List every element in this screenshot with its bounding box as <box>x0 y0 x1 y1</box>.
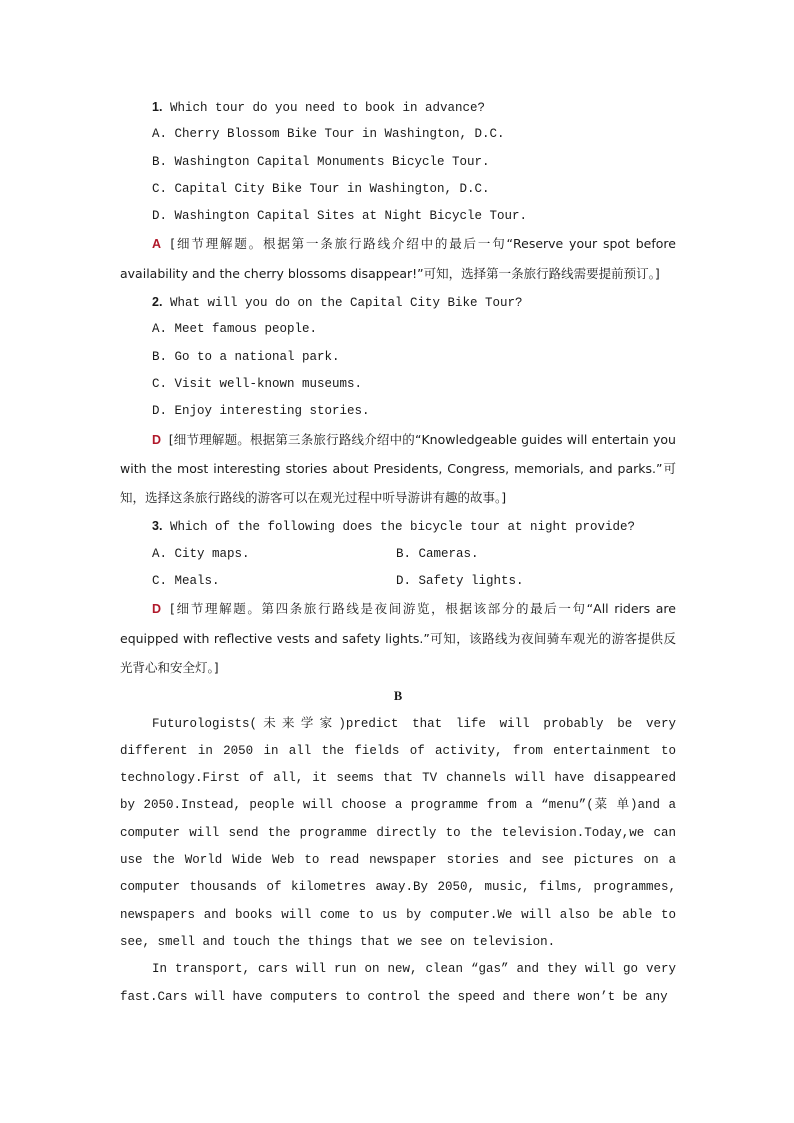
explanation-text: [细节理解题。第四条旅行路线是夜间游览，根据该部分的最后一句“All riders are equipped with reflective vests and safety lights.”可知，该路线为夜间骑车观光的游客提供反光背心和安全灯。] <box>120 601 676 675</box>
question-number: 1. <box>152 100 163 114</box>
option: A. Cherry Blossom Bike Tour in Washington, D.C. <box>152 127 505 142</box>
option: D. Washington Capital Sites at Night Bicycle Tour. <box>152 209 528 224</box>
question-text: What will you do on the Capital City Bike Tour? <box>169 296 523 311</box>
option: B. Washington Capital Monuments Bicycle Tour. <box>152 154 490 169</box>
passage-paragraph: Futurologists(未来学家)predict that life will probably be very different in 2050 in all the fields of activity, from entertainment to technology.First of all, it seems that TV channels will have disappeared by 2050.Instead, people will choose a programme from a “menu”(菜 单)and a computer will send the programme directly to the television.Today,we can use the World Wide Web to read newspaper stories and see pictures on a computer thousands of kilometres away.By 2050, music, films, programmes, newspapers and books will come to us by computer.We will also be able to see, smell and touch the things that we see on television. <box>120 716 676 949</box>
option: C. Capital City Bike Tour in Washington, D.C. <box>152 181 490 196</box>
document-page <box>120 94 676 1011</box>
answer-letter: D <box>152 602 162 617</box>
passage-paragraph: In transport, cars will run on new, clean “gas” and they will go very fast.Cars will have computers to control the speed and there won’t be any <box>120 962 676 1004</box>
question-2 <box>120 289 676 316</box>
answer-explanation <box>120 595 676 683</box>
answer-explanation <box>120 426 676 514</box>
question-number: 2. <box>152 295 163 310</box>
answer-letter: D <box>152 432 162 447</box>
option-row <box>120 568 676 595</box>
question-1 <box>120 94 676 121</box>
option: B. Cameras. <box>396 546 479 561</box>
option: D. Safety lights. <box>396 574 524 589</box>
option: D. Enjoy interesting stories. <box>152 404 370 419</box>
option: A. City maps. <box>152 546 250 561</box>
question-text: Which of the following does the bicycle tour at night provide? <box>169 520 636 535</box>
answer-explanation <box>120 230 676 289</box>
explanation-text: [细节理解题。根据第一条旅行路线介绍中的最后一句“Reserve your spot before availability and the cherry blossoms disappear!”可知，选择第一条旅行路线需要提前预订。] <box>120 236 676 281</box>
option: C. Meals. <box>152 574 220 589</box>
answer-letter: A <box>152 237 162 252</box>
question-number: 3. <box>152 519 163 534</box>
question-text: Which tour do you need to book in advance? <box>169 101 486 115</box>
section-heading: B <box>393 689 403 704</box>
option-row <box>120 541 676 568</box>
option: B. Go to a national park. <box>152 349 340 364</box>
option: A. Meet famous people. <box>152 322 318 337</box>
option: C. Visit well-known museums. <box>152 376 363 391</box>
explanation-text: [细节理解题。根据第三条旅行路线介绍中的“Knowledgeable guides will entertain you with the most interesting stories about Presidents, Congress, memorials, and parks.”可知，选择这条旅行路线的游客可以在观光过程中听导游讲有趣的故事。] <box>120 431 676 506</box>
question-3 <box>120 513 676 540</box>
